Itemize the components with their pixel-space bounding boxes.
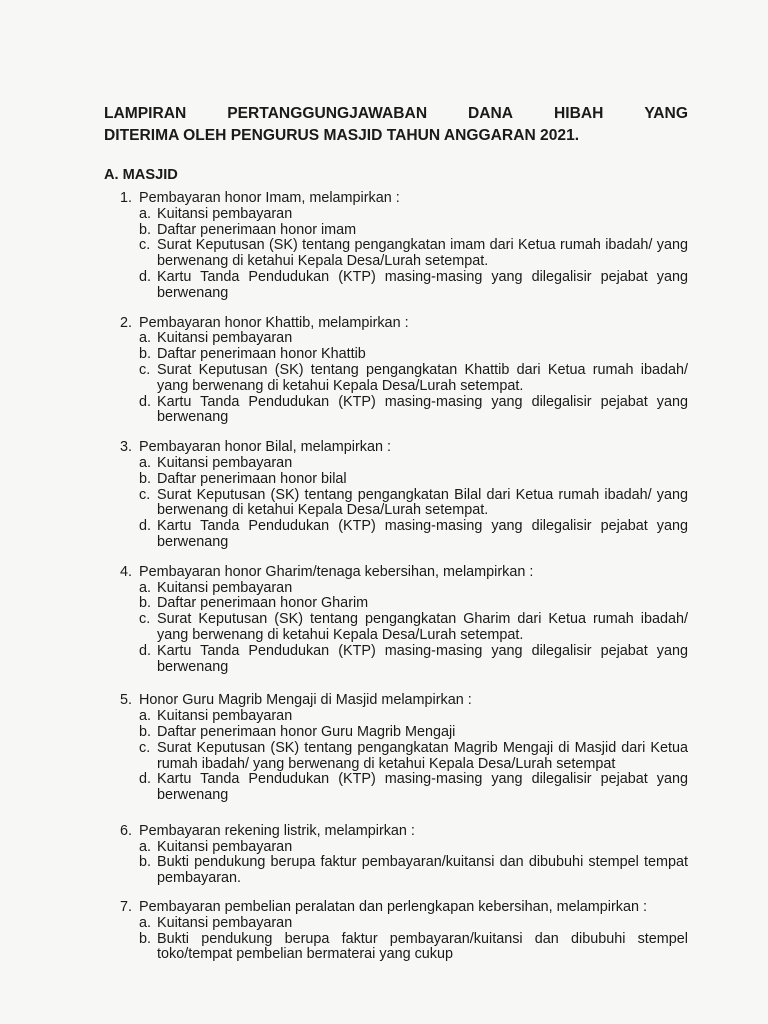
sub-item (139, 596, 688, 612)
section-heading: A. MASJID (104, 167, 178, 183)
sub-item-text: Daftar penerimaan honor Gharim (157, 595, 369, 612)
title-word: DANA (468, 105, 514, 122)
item-heading: Pembayaran rekening listrik, melampirkan : (139, 822, 415, 839)
sub-item-letter: d. (139, 268, 152, 285)
item-number: 7. (120, 899, 133, 916)
item-heading: Pembayaran honor Bilal, melampirkan : (139, 439, 391, 456)
sub-item-text: Kuitansi pembayaran (157, 454, 293, 471)
sub-item-letter: b. (139, 470, 152, 487)
sub-item-text: Daftar penerimaan honor imam (157, 221, 357, 238)
sub-item-letter: c. (139, 486, 151, 503)
sub-item-text: Daftar penerimaan honor Guru Magrib Mengaji (157, 723, 456, 740)
sub-item-letter: c. (139, 739, 151, 756)
title-line-1 (104, 103, 688, 125)
title-word: LAMPIRAN (104, 105, 187, 122)
sub-list (104, 709, 688, 804)
requirements-list (104, 191, 688, 963)
item-heading: Pembayaran honor Khattib, melampirkan : (139, 314, 409, 331)
sub-item-text: Kuitansi pembayaran (157, 914, 293, 931)
title-word: HIBAH (554, 105, 604, 122)
sub-item-text: Surat Keputusan (SK) tentang pengangkatan Magrib Mengaji di Masjid dari Ketua rumah ibadah/ yang berwenang di ketahui Kepala Desa/Lurah setempat (157, 739, 688, 772)
sub-item (139, 612, 688, 644)
sub-item-text: Surat Keputusan (SK) tentang pengangkatan Gharim dari Ketua rumah ibadah/ yang berwenang di ketahui Kepala Desa/Lurah setempat. (157, 611, 688, 643)
sub-item (139, 363, 688, 395)
sub-item (139, 932, 688, 964)
sub-item-letter: b. (139, 930, 152, 947)
sub-item-text: Daftar penerimaan honor bilal (157, 470, 347, 487)
sub-item (139, 238, 688, 270)
sub-item-letter: d. (139, 393, 152, 410)
sub-item-letter: b. (139, 723, 152, 740)
list-item (104, 565, 688, 676)
sub-item-text: Kartu Tanda Pendudukan (KTP) masing-masing yang dilegalisir pejabat yang berwenang (157, 771, 688, 804)
sub-item-letter: c. (139, 611, 151, 628)
sub-item-text: Bukti pendukung berupa faktur pembayaran/kuitansi dan dibubuhi stempel tempat pembayaran. (157, 854, 688, 887)
sub-item-text: Kuitansi pembayaran (157, 579, 293, 596)
title-word: PERTANGGUNGJAWABAN (227, 105, 428, 122)
sub-item-letter: a. (139, 579, 152, 596)
sub-list (104, 456, 688, 551)
item-heading: Pembayaran pembelian peralatan dan perlengkapan kebersihan, melampirkan : (139, 899, 647, 916)
sub-item (139, 916, 688, 932)
title-line-2: DITERIMA OLEH PENGURUS MASJID TAHUN ANGGARAN 2021. (104, 127, 580, 144)
sub-item-letter: a. (139, 205, 152, 222)
item-heading: Pembayaran honor Imam, melampirkan : (139, 190, 400, 206)
item-heading: Honor Guru Magrib Mengaji di Masjid melampirkan : (139, 692, 472, 709)
sub-item-letter: c. (139, 361, 151, 378)
sub-item (139, 270, 688, 302)
item-heading: Pembayaran honor Gharim/tenaga kebersihan, melampirkan : (139, 563, 534, 580)
sub-item-letter: b. (139, 595, 152, 612)
sub-item (139, 581, 688, 597)
sub-item-letter: b. (139, 221, 152, 238)
list-item (104, 440, 688, 551)
list-item (104, 900, 688, 963)
sub-item-letter: a. (139, 708, 152, 725)
sub-item (139, 519, 688, 551)
sub-item-text: Kartu Tanda Pendudukan (KTP) masing-masing yang dilegalisir pejabat yang berwenang (157, 393, 688, 426)
sub-item (139, 331, 688, 347)
title-word: YANG (644, 105, 688, 122)
sub-item-text: Kuitansi pembayaran (157, 838, 293, 855)
sub-item-text: Bukti pendukung berupa faktur pembayaran/kuitansi dan dibubuhi stempel toko/tempat pembelian bermaterai yang cukup (157, 930, 688, 963)
sub-item (139, 772, 688, 804)
item-number: 5. (120, 692, 133, 709)
sub-item-text: Surat Keputusan (SK) tentang pengangkatan Khattib dari Ketua rumah ibadah/ yang berwenang di ketahui Kepala Desa/Lurah setempat. (157, 361, 688, 394)
sub-item-letter: c. (139, 237, 151, 254)
sub-item-letter: d. (139, 642, 152, 659)
list-item (104, 191, 688, 302)
sub-item (139, 840, 688, 856)
sub-list (104, 207, 688, 302)
sub-item-letter: b. (139, 854, 152, 871)
item-number: 4. (120, 563, 133, 580)
list-item (104, 693, 688, 804)
sub-item (139, 395, 688, 427)
sub-item-letter: a. (139, 330, 152, 347)
sub-list (104, 581, 688, 676)
sub-item-text: Kuitansi pembayaran (157, 330, 293, 347)
document-title (104, 103, 688, 147)
sub-item (139, 456, 688, 472)
sub-item-text: Kartu Tanda Pendudukan (KTP) masing-masing yang dilegalisir pejabat yang berwenang (157, 642, 688, 675)
item-number: 1. (120, 190, 133, 206)
item-number: 3. (120, 439, 133, 456)
sub-item-text: Surat Keputusan (SK) tentang pengangkatan imam dari Ketua rumah ibadah/ yang berwenang di ketahui Kepala Desa/Lurah setempat. (157, 237, 688, 270)
sub-item-letter: b. (139, 346, 152, 363)
sub-item (139, 207, 688, 223)
sub-item (139, 644, 688, 676)
item-number: 2. (120, 314, 133, 331)
sub-item-text: Daftar penerimaan honor Khattib (157, 346, 366, 363)
sub-item-text: Kartu Tanda Pendudukan (KTP) masing-masing yang dilegalisir pejabat yang berwenang (157, 268, 688, 301)
sub-item-letter: d. (139, 518, 152, 535)
sub-item-text: Kuitansi pembayaran (157, 205, 293, 222)
item-number: 6. (120, 822, 133, 839)
sub-item (139, 223, 688, 239)
sub-list (104, 840, 688, 887)
sub-list (104, 916, 688, 963)
list-item (104, 316, 688, 427)
list-item (104, 824, 688, 887)
sub-item (139, 709, 688, 725)
sub-item (139, 741, 688, 773)
sub-item (139, 725, 688, 741)
sub-item-text: Surat Keputusan (SK) tentang pengangkatan Bilal dari Ketua rumah ibadah/ yang berwenang di ketahui Kepala Desa/Lurah setempat. (157, 486, 688, 519)
sub-item-text: Kuitansi pembayaran (157, 708, 293, 725)
sub-item (139, 488, 688, 520)
sub-item (139, 472, 688, 488)
sub-item-letter: a. (139, 914, 152, 931)
sub-item-letter: a. (139, 454, 152, 471)
sub-item (139, 855, 688, 887)
sub-item-text: Kartu Tanda Pendudukan (KTP) masing-masing yang dilegalisir pejabat yang berwenang (157, 518, 688, 550)
sub-list (104, 331, 688, 426)
sub-item-letter: a. (139, 838, 152, 855)
sub-item-letter: d. (139, 771, 152, 788)
sub-item (139, 347, 688, 363)
